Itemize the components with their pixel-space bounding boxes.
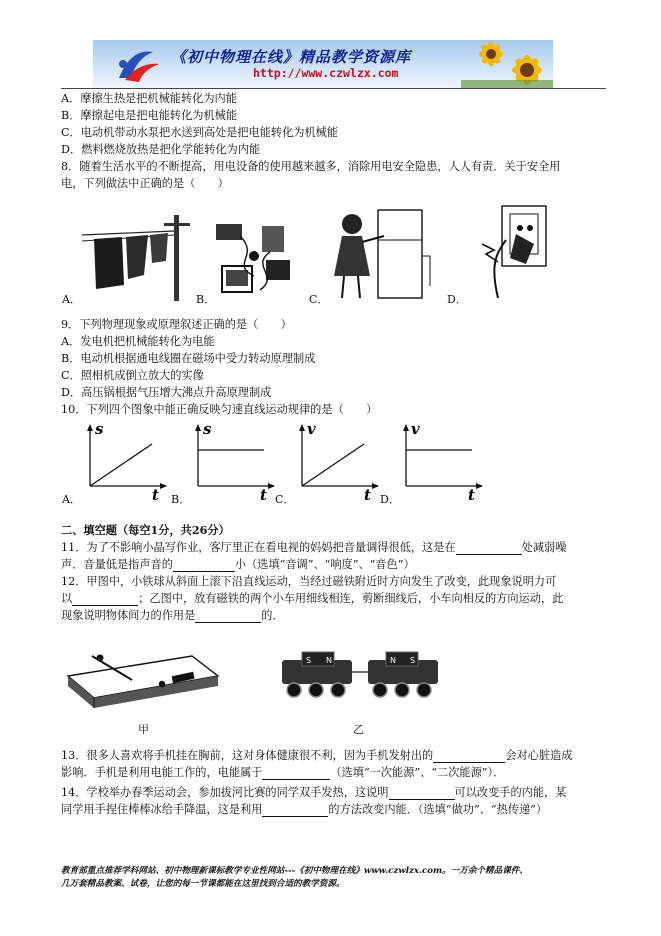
graph-line-rising <box>302 444 364 486</box>
q11-blank-1[interactable] <box>456 543 522 555</box>
q13-text-a: 13．很多人喜欢将手机挂在胸前，这对身体健康很不利，因为手机发射出的 <box>61 749 434 762</box>
q8-picture-d-wet-hand-plug <box>476 204 556 302</box>
q8-picture-a-clothes-on-wire <box>82 213 202 303</box>
q13-line1 <box>61 749 572 763</box>
q13-text-d: （选填“一次能源”、“二次能源”）． <box>330 766 505 779</box>
q10-stem: 10．下列四个图象中能正确反映匀速直线运动规律的是（ ） <box>61 403 378 416</box>
y-axis-arrow <box>195 424 201 431</box>
q12-line2 <box>61 592 563 606</box>
q10-label-c: C． <box>275 493 295 506</box>
q13-blank-1[interactable] <box>433 751 505 763</box>
x-axis-arrow <box>372 483 379 489</box>
q12-blank-2[interactable] <box>195 611 261 623</box>
q8-label-c: C． <box>309 293 329 306</box>
q8-label-b: B． <box>196 293 216 306</box>
q12-magnet-label-3: N <box>390 656 396 665</box>
q14-text-d: 的方法改变内能．（选填“做功”、“热传递”） <box>328 803 548 816</box>
graph-x-label: t <box>152 486 159 502</box>
q8-picture-c-girl-at-fridge <box>326 206 436 304</box>
q12-magnet-label-2: N <box>326 656 332 665</box>
section2-heading: 二、填空题（每空1分，共26分） <box>61 523 230 537</box>
q11-text-c: 声．音量低是指声音的 <box>61 558 173 571</box>
q12-text-e: 的． <box>261 609 284 622</box>
q14-text-a: 14．学校举办春季运动会，参加拔河比赛的同学双手发热，这说明 <box>61 786 389 799</box>
q8-stem-line2: 电，下列做法中正确的是（ ） <box>61 177 229 190</box>
q13-blank-2[interactable] <box>262 768 330 780</box>
q12-line1: 12．甲图中，小铁球从斜面上滚下沿直线运动，当经过磁铁附近时方向发生了改变，此现象说明力可 <box>61 575 557 588</box>
q12-magnet-label-4: S <box>410 656 416 665</box>
q7-option-c: C．电动机带动水泵把水送到高处是把电能转化为机械能 <box>61 126 339 139</box>
graph-y-label: s <box>95 420 104 438</box>
x-axis-arrow <box>160 483 167 489</box>
q12-text-c: ；乙图中，放有磁铁的两个小车用细线相连，剪断细线后，小车向相反的方向运动，此 <box>138 592 564 605</box>
q12-figure-label-yi: 乙 <box>353 723 364 736</box>
q9-stem: 9．下列物理现象或原理叙述正确的是（ ） <box>61 318 292 331</box>
q14-text-c: 同学用手捏住棒棒冰给手降温，这是利用 <box>61 803 263 816</box>
q11-text-d: 小（选填“音调”、“响度”、“音色”） <box>234 558 415 571</box>
y-axis-arrow <box>299 424 305 431</box>
q14-blank-1[interactable] <box>389 788 455 800</box>
q10-graph-d <box>398 420 488 502</box>
q13-text-b: 会对心脏造成 <box>505 749 573 762</box>
q8-label-a: A． <box>62 293 81 306</box>
q8-label-d: D． <box>447 293 467 306</box>
q12-text-b: 以 <box>61 592 73 605</box>
q9-option-d: D．高压锅根据气压增大沸点升高原理制成 <box>61 386 272 399</box>
graph-x-label: t <box>260 486 267 502</box>
q11-text-b: 处减弱噪 <box>521 541 567 554</box>
footer-line1: 教育部重点推荐学科网站、初中物理新课标教学专业性网站---《初中物理在线》www.czwlzx.com。一万余个精品课件、 <box>61 866 528 876</box>
graph-x-label: t <box>364 486 371 502</box>
q11-text-a: 11．为了不影响小晶写作业，客厅里正在看电视的妈妈把音量调得很低，这是在 <box>61 541 456 554</box>
q10-label-a: A． <box>62 493 81 506</box>
q10-graph-c <box>294 420 384 502</box>
q11-line1 <box>61 541 566 555</box>
banner-title: 《初中物理在线》精品教学资源库 <box>171 48 412 66</box>
q13-line2 <box>61 766 504 780</box>
q12-figure-label-jia: 甲 <box>138 723 149 736</box>
header-banner <box>93 40 553 88</box>
q8-picture-b-appliances <box>210 216 300 298</box>
q9-option-b: B．电动机根据通电线圈在磁场中受力转动原理制成 <box>61 352 316 365</box>
footer-line2: 几万套精品教案、试卷，让您的每一节课都能在这里找到合适的教学资源。 <box>61 879 345 889</box>
graph-line-rising <box>90 444 152 486</box>
graph-y-label: s <box>203 420 212 438</box>
q12-text-d: 现象说明物体间力的作用是 <box>61 609 196 622</box>
q8-stem-line1: 8．随着生活水平的不断提高，用电设备的使用越来越多，消除用电安全隐患，人人有责．关于安全用 <box>61 160 561 173</box>
q13-text-c: 影响．手机是利用电能工作的，电能属于 <box>61 766 263 779</box>
q14-line1 <box>61 786 566 800</box>
graph-y-label: v <box>307 420 316 438</box>
q10-label-d: D． <box>380 493 400 506</box>
banner-url[interactable]: http://www.czwlzx.com <box>253 66 399 80</box>
q12-figure-yi-magnet-carts <box>276 646 444 706</box>
y-axis-arrow <box>87 424 93 431</box>
q12-figure-jia-incline-ball-magnet <box>62 636 222 716</box>
q12-line3 <box>61 609 284 623</box>
graph-y-label: v <box>411 420 420 438</box>
q14-text-b: 可以改变手的内能，某 <box>454 786 567 799</box>
q10-graph-a <box>82 420 172 502</box>
q12-blank-1[interactable] <box>72 594 138 606</box>
y-axis-arrow <box>403 424 409 431</box>
q7-option-d: D．燃料燃烧放热是把化学能转化为内能 <box>61 143 261 156</box>
q7-option-a: A．摩擦生热是把机械能转化为内能 <box>61 92 237 105</box>
header-rule <box>61 88 606 89</box>
logo-icon <box>111 44 163 84</box>
q11-blank-2[interactable] <box>173 560 235 572</box>
q7-option-b: B．摩擦起电是把电能转化为机械能 <box>61 109 238 122</box>
q10-graph-b <box>190 420 280 502</box>
q11-line2 <box>61 558 415 572</box>
q9-option-a: A．发电机把机械能转化为电能 <box>61 335 215 348</box>
q12-magnet-label-1: S <box>306 656 312 665</box>
q10-label-b: B． <box>171 493 191 506</box>
graph-x-label: t <box>468 486 475 502</box>
x-axis-arrow <box>476 483 483 489</box>
q9-option-c: C．照相机成倒立放大的实像 <box>61 369 204 382</box>
page-footer <box>61 865 528 891</box>
q14-blank-2[interactable] <box>262 805 328 817</box>
x-axis-arrow <box>268 483 275 489</box>
sunflower-icon <box>461 40 553 88</box>
q14-line2 <box>61 803 547 817</box>
